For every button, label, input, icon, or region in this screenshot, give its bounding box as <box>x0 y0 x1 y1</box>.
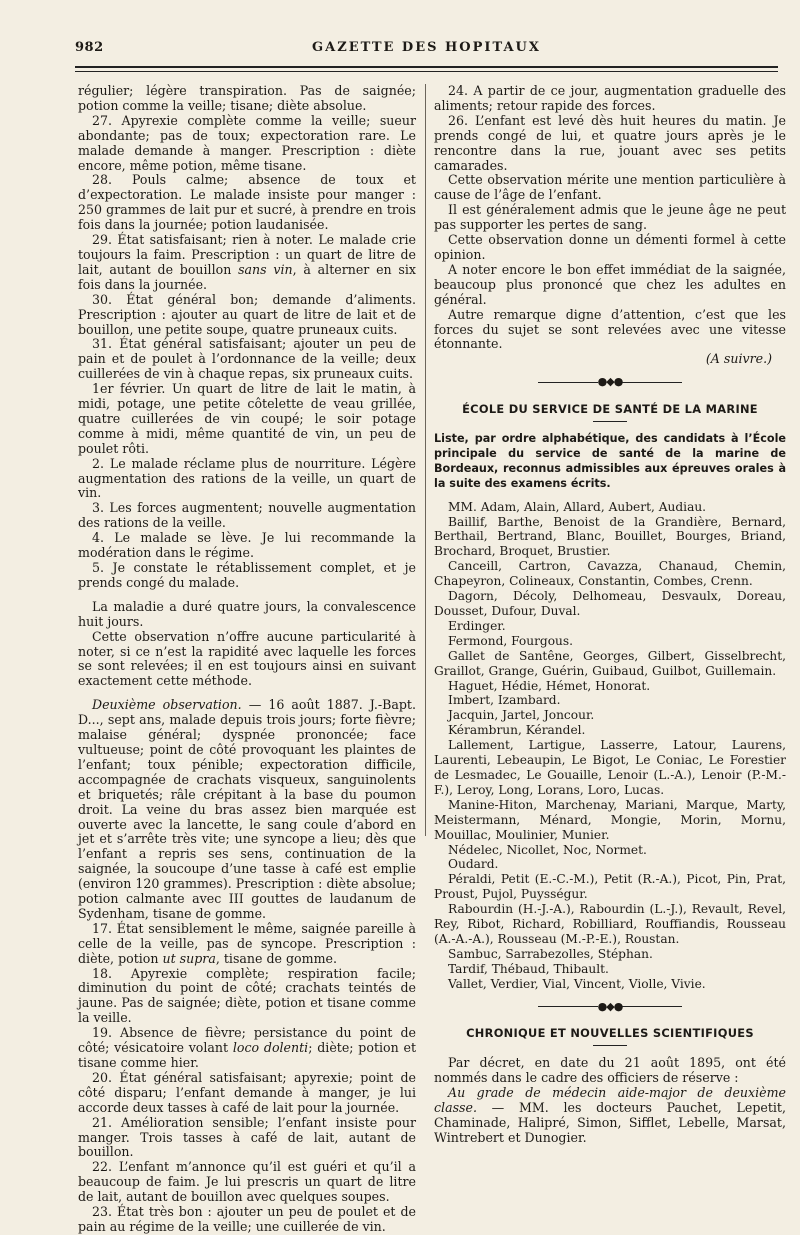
text-run: , à alterner en six fois dans la journée. <box>78 261 416 292</box>
list-item: Péraldi, Petit (E.-C.-M.), Petit (R.-A.), Picot, Pin, Prat, Proust, Pujol, Puysségur. <box>434 872 786 902</box>
italic-text: sans vin <box>238 261 293 277</box>
section-ornament: ●◆● <box>434 1000 786 1015</box>
column-divider <box>425 84 426 836</box>
page-header <box>75 40 778 60</box>
list-item: Vallet, Verdier, Vial, Vincent, Violle, Vivie. <box>448 976 706 991</box>
list-item: Imbert, Izambard. <box>448 693 561 708</box>
list-item: Manine-Hiton, Marchenay, Mariani, Marque, Marty, Meistermann, Ménard, Mongie, Morin, Mornu, Mouillac, Moulinier, Munier. <box>434 797 786 842</box>
text-run: — MM. les docteurs Pauchet, Lepetit, Chaminade, Halipré, Simon, Sifflet, Lebelle, Marsat, Wintrebert et Dunogier. <box>434 1100 786 1145</box>
left-column <box>78 84 416 1235</box>
paragraph: Cette observation donne un démenti formel à cette opinion. <box>434 232 786 262</box>
list-item: Lallement, Lartigue, Lasserre, Latour, Laurens, Laurenti, Lebeaupin, Le Bigot, Le Coniac, Le Forestier de Lesmadec, Le Gouaille, Lenoir (L.-A.), Lenoir (P.-M.-F.), Leroy, Long, Lorans, Loro, Lucas. <box>434 738 786 797</box>
list-item: Canceill, Cartron, Cavazza, Chanaud, Chemin, Chapeyron, Colineaux, Constantin, Combes, Crenn. <box>434 559 786 589</box>
header-rule-thin <box>75 71 778 72</box>
list-item: Gallet de Santêne, Georges, Gilbert, Gisselbrecht, Graillot, Grange, Guérin, Guibaud, Guilbot, Guillemain. <box>434 648 786 678</box>
paragraph: 24. A partir de ce jour, augmentation graduelle des aliments; retour rapide des forces. <box>434 83 786 113</box>
list-item: Haguet, Hédie, Hémet, Honorat. <box>448 678 651 693</box>
paragraph: Cette observation mérite une mention particulière à cause de l’âge de l’enfant. <box>434 172 786 203</box>
list-item: Oudard. <box>448 857 499 872</box>
paragraph: 21. Amélioration sensible; l’enfant insiste pour manger. Trois tasses à café de lait, autant de bouillon. <box>78 1114 416 1160</box>
paragraph <box>78 1026 416 1071</box>
paragraph: 4. Le malade se lève. Je lui recommande la modération dans le régime. <box>78 530 416 561</box>
paragraph: 31. État général satisfaisant; ajouter un peu de pain et de poulet à l’ordonnance de la veille; deux cuillerées de vin à chaque repas, six pruneaux cuits. <box>78 336 416 382</box>
paragraph: 30. État général bon; demande d’aliments. Prescription : ajouter au quart de litre de lait et de bouillon, une petite soupe, quatre pruneaux cuits. <box>78 291 416 337</box>
candidate-list-title: Liste, par ordre alphabétique, des candidats à l’École principale du service de santé de la marine de Bordeaux, reconnus admissibles aux épreuves orales à la suite des examens écrits. <box>434 432 786 490</box>
text-run: 29. État satisfaisant; rien à noter. Le malade crie toujours la faim. Prescription : un quart de litre de lait, autant de bouillon <box>78 232 416 277</box>
text-run: 19. Absence de fièvre; persistance du point de côté; vésicatoire volant <box>78 1025 416 1056</box>
paragraph: 1er février. Un quart de litre de lait le matin, à midi, potage, une petite côtelette de veau grillée, quatre cuillerées de vin coupé; le soir potage comme à midi, même quantité de vin, un peu de poulet rôti. <box>78 381 416 456</box>
paragraph <box>434 1086 786 1146</box>
list-item: Jacquin, Jartel, Joncour. <box>448 708 595 723</box>
list-item: Sambuc, Sarrabezolles, Stéphan. <box>448 946 653 961</box>
list-item: Kérambrun, Kérandel. <box>448 723 586 738</box>
paragraph: 5. Je constate le rétablissement complet, et je prends congé du malade. <box>78 560 416 590</box>
italic-text: loco dolenti <box>232 1040 309 1056</box>
journal-title: GAZETTE DES HOPITAUX <box>312 40 541 55</box>
section-rule <box>593 421 627 422</box>
to-be-continued: (A suivre.) <box>705 351 772 367</box>
italic-text: ut supra <box>162 950 216 966</box>
section-rule <box>593 1045 627 1046</box>
italic-text: Deuxième observation. <box>92 697 242 713</box>
paragraph <box>78 698 416 922</box>
paragraph: 2. Le malade réclame plus de nourriture. Légère augmentation des rations de la veille, un quart de vin. <box>78 455 416 501</box>
paragraph: 27. Apyrexie complète comme la veille; sueur abondante; pas de toux; expectoration rare. Le malade demande à manger. Prescription : diète encore, même potion, même tisane. <box>78 112 416 173</box>
paragraph: Il est généralement admis que le jeune âge ne peut pas supporter les pertes de sang. <box>434 202 786 233</box>
text-run: ; diète; potion et tisane comme hier. <box>78 1040 417 1070</box>
paragraph <box>78 922 416 967</box>
text-run: — 16 août 1887. J.-Bapt. D..., sept ans, malade depuis trois jours; forte fièvre; malaise général; dyspnée prononcée; face vultueuse; point de côté provoquant les plaintes de l’enfant; toux pénible; expectoration difficile, accompagnée de crachats visqueux, sanguinolents et briquetés; râle crépitant à la base du poumon droit. La veine du bras assez bien marquée est ouverte avec la lancette, le sang coule d’abord en jet et s’arrête très vite; une syncope a lieu; dès que l’enfant a repris ses sens, continuation de la saignée, la soucoupe d’une tasse à café est emplie (environ 120 grammes). Prescription : diète absolue; potion calmante avec III gouttes de laudanum de Sydenham, tisane de gomme. <box>78 697 416 921</box>
text-run: 17. État sensiblement le même, saignée pareille à celle de la veille, pas de syncope. Prescription : diète, potion <box>78 920 416 966</box>
list-item: Rabourdin (H.-J.-A.), Rabourdin (L.-J.), Revault, Revel, Rey, Ribot, Richard, Robilliard, Rouffiandis, Rousseau (A.-A.-A.), Rousseau (M.-P.-E.), Roustan. <box>434 902 786 946</box>
paragraph: 28. Pouls calme; absence de toux et d’expectoration. Le malade insiste pour manger : 250 grammes de lait pur et sucré, à prendre en trois fois dans la journée; potion laudanisée. <box>78 172 416 233</box>
paragraph: Cette observation n’offre aucune particularité à noter, si ce n’est la rapidité avec laquelle les forces se sont relevées; il en est toujours ainsi en suivant exactement cette méthode. <box>78 628 416 689</box>
paragraph: A noter encore le bon effet immédiat de la saignée, beaucoup plus prononcé que chez les adultes en général. <box>434 261 786 307</box>
italic-text: Au grade de médecin aide-major de deuxième classe. <box>434 1085 786 1116</box>
list-item: MM. Adam, Alain, Allard, Aubert, Audiau. <box>448 499 707 514</box>
paragraph: Par décret, en date du 21 août 1895, ont été nommés dans le cadre des officiers de réserve : <box>434 1055 786 1086</box>
list-item: Dagorn, Décoly, Delhomeau, Desvaulx, Doreau, Dousset, Dufour, Duval. <box>434 589 786 618</box>
page-number: 982 <box>75 40 104 55</box>
paragraph: La maladie a duré quatre jours, la convalescence huit jours. <box>78 598 416 629</box>
section-title-chronique: CHRONIQUE ET NOUVELLES SCIENTIFIQUES <box>466 1026 754 1041</box>
list-item: Baillif, Barthe, Benoist de la Grandière, Bernard, Berthail, Bertrand, Blanc, Bouillet, Bourges, Briand, Brochard, Broquet, Brustier. <box>434 514 786 559</box>
paragraph: 22. L’enfant m’annonce qu’il est guéri et qu’il a beaucoup de faim. Je lui prescris un quart de litre de lait, autant de bouillon avec quelques soupes. <box>78 1159 416 1205</box>
list-item: Fermond, Fourgous. <box>448 633 574 648</box>
paragraph: 20. État général satisfaisant; apyrexie; point de côté disparu; l’enfant demande à manger, je lui accorde deux tasses à café de lait pour la journée. <box>78 1069 416 1115</box>
list-item: Tardif, Thébaud, Thibault. <box>448 961 609 976</box>
section-title-marine: ÉCOLE DU SERVICE DE SANTÉ DE LA MARINE <box>462 402 758 417</box>
text-run: , tisane de gomme. <box>215 950 337 966</box>
section-ornament: ●◆● <box>434 375 786 390</box>
paragraph: 23. État très bon : ajouter un peu de poulet et de pain au régime de la veille; une cuillerée de vin. <box>78 1204 416 1234</box>
candidate-list <box>434 500 786 992</box>
paragraph: Autre remarque digne d’attention, c’est que les forces du sujet se sont relevées avec une vitesse étonnante. <box>434 306 786 352</box>
list-item: Nédelec, Nicollet, Noc, Normet. <box>448 842 647 857</box>
paragraph <box>78 233 416 293</box>
header-rule-thick <box>75 66 778 68</box>
right-column <box>434 84 786 1146</box>
paragraph: 3. Les forces augmentent; nouvelle augmentation des rations de la veille. <box>78 500 416 531</box>
paragraph: régulier; légère transpiration. Pas de saignée; potion comme la veille; tisane; diète absolue. <box>78 83 416 113</box>
paragraph: 26. L’enfant est levé dès huit heures du matin. Je prends congé de lui, et quatre jours après je le rencontre dans la rue, jouant avec ses petits camarades. <box>434 112 786 173</box>
list-item: Erdinger. <box>448 618 506 633</box>
paragraph: 18. Apyrexie complète; respiration facile; diminution du point de côté; crachats teintés de jaune. Pas de saignée; diète, potion et tisane comme la veille. <box>78 965 416 1026</box>
